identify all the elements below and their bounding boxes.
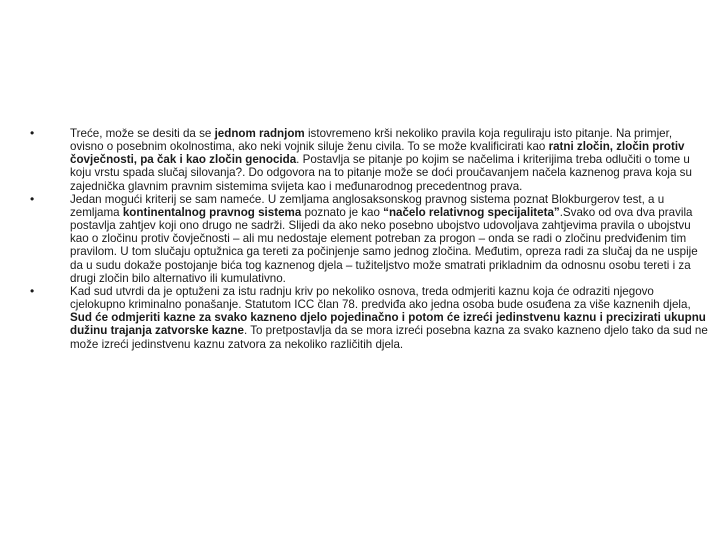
text-segment: Jedan mogući kriterij se sam nameće. U zemljama anglosaksonskog pravnog sistema poznat Blokburgerov test, a u zemljama xyxy=(70,192,665,219)
bold-text-segment: “načelo relativnog specijaliteta” xyxy=(383,205,560,219)
text-segment: . Postavlja se pitanje po kojim se načelima i kriterijima treba odlučiti o tome u koju vrstu spada slučaj silovanja?. Do odgovora na to pitanje može se doći proučavanjem načela kaznenog prava koja su zajednička glavnim pravnim sistemima svijeta kao i međunarodnog precedentnog prava. xyxy=(70,153,692,193)
text-segment: Kad sud utvrdi da je optuženi za istu radnju kriv po nekoliko osnova, treda odmjeriti kaznu koja će odraziti njegovo cjelokupno kriminalno ponašanje. Statutom ICC član 78. predviđa ako jedna osoba bude osuđena za više kaznenih djela, xyxy=(70,284,691,312)
text-segment: .Svako od ova dva pravila postavlja zahtjev koji ono drugo ne sadrži. Slijedi da ako neko posebno ubojstvo udovoljava zahtjevima pravila o ubojstvu kao o zločinu protiv čovječnosti – ali mu nedostaje element potreban za progon – onda se radi o zločinu predviđenim tim pravilom. U tom slučaju optužnica ga tereti za počinjenje samo jednog zločina. Međutim, opreza radi za slučaj da ne uspije da u sudu dokaže postojanje bića tog kaznenog djela – tužiteljstvo može smatrati prikladnim da odnosnu osobu tereti i za drugi zločin bilo alternativo ili kumulativno. xyxy=(70,205,698,285)
bullet-paragraph xyxy=(30,193,708,285)
bullet-list xyxy=(30,127,708,351)
bullet-paragraph xyxy=(30,127,708,193)
bold-text-segment: ratni zločin, zločin protiv čovječnosti, pa čak i kao zločin genocida xyxy=(70,140,685,167)
text-segment: istovremeno krši nekoliko pravila koja reguliraju isto pitanje. Na primjer, ovisno o posebnim okolnostima, ako neki vojnik siluje ženu civila. To se može kvalificirati kao xyxy=(70,127,673,154)
bold-text-segment: jednom radnjom xyxy=(214,127,305,140)
bold-text-segment: Sud će odmjeriti kazne za svako kazneno djelo pojedinačno i potom će izreći jedinstvenu kaznu i precizirati ukupnu dužinu trajanja zatvorske kazne xyxy=(70,311,706,338)
text-segment: Treće, može se desiti da se xyxy=(70,127,215,140)
bold-text-segment: kontinentalnog pravnog sistema xyxy=(122,205,302,219)
bullet-paragraph xyxy=(30,285,708,351)
text-segment: . To pretpostavlja da se mora izreći posebna kazna za svako kazneno djelo tako da sud ne može izreći jedinstvenu kaznu zatvora za nekoliko različitih djela. xyxy=(70,324,708,351)
text-segment: poznato je kao xyxy=(301,205,384,219)
